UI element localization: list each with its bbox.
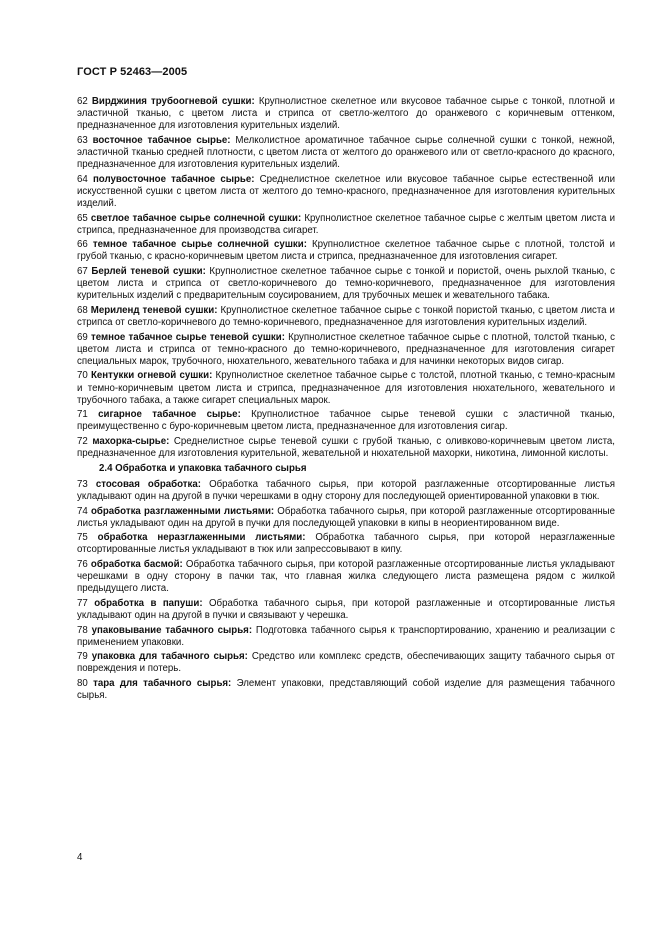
term-title: сигарное табачное сырье:: [98, 409, 241, 421]
term-title: обработка неразглаженными листьями:: [97, 532, 306, 544]
term-definition: Мелколистное ароматичное табачное сырье солнечной сушки с тонкой, нежной, эластичной тканью средней плотности, с цветом листа от желтого до оранжевого или от светло-красного до красного, предназначенное для изготовления курительных изделий.: [77, 134, 615, 171]
term-entry: [77, 559, 615, 595]
term-number: 80: [77, 677, 88, 689]
term-definition: Крупнолистное скелетное табачное сырье с плотной, толстой и грубой тканью, с красно-коричневым цветом листа и стрипса, предназначенное для изготовления сигарет.: [77, 239, 615, 263]
term-entry: [77, 370, 615, 406]
term-number: 68: [77, 304, 88, 316]
term-entry: [77, 436, 615, 460]
term-title: стосовая обработка:: [95, 478, 201, 490]
term-number: 71: [77, 409, 88, 421]
term-number: 65: [77, 212, 88, 224]
term-title: темное табачное сырье теневой сушки:: [90, 331, 285, 343]
term-entry: [77, 96, 615, 132]
term-title: темное табачное сырье солнечной сушки:: [92, 239, 307, 251]
term-definition: Обработка табачного сырья, при которой разглаженные отсортированные листья укладывают один на другой в пучки черешками в одну сторону для последующей ориентированной упаковки в тюк.: [77, 478, 616, 502]
section-heading: 2.4 Обработка и упаковка табачного сырья: [99, 462, 307, 474]
term-number: 70: [77, 370, 88, 382]
term-entry: [77, 135, 615, 171]
term-number: 72: [77, 435, 88, 447]
term-title: Кентукки огневой сушки:: [90, 370, 213, 382]
term-entry: [77, 409, 615, 433]
term-definition: Подготовка табачного сырья к транспортированию, хранению и реализации с применением упаковки.: [77, 624, 615, 648]
term-entry: [77, 266, 615, 302]
page-number: 4: [77, 852, 83, 863]
term-title: обработка разглаженными листьями:: [90, 505, 275, 517]
term-definition: Обработка табачного сырья, при которой разглаженные отсортированные листья укладывают один на другой в пучки для последующей упаковки в кипы в неориентированном виде.: [77, 505, 615, 529]
term-definition: Обработка табачного сырья, при которой разглаженные отсортированные листья укладывают черешками в одну сторону в пачки так, что главная жилка следующего листа размещена рядом с жилкой предыдущего листа.: [77, 558, 615, 595]
term-definition: Среднелистное сырье теневой сушки с грубой тканью, с оливково-коричневым цветом листа, предназначенное для изготовления курительной, жевательной и нюхательной махорки, никотина, лимонной кислоты.: [77, 435, 615, 460]
term-definition: Крупнолистное скелетное табачное сырье с тонкой пористой тканью, с цветом листа и стрипса от светло-коричневого до темно-коричневого, предназначенное для изготовления курительных изделий.: [77, 304, 615, 328]
term-entry: [77, 678, 615, 702]
term-list-terms: [77, 96, 615, 460]
term-title: упаковка для табачного сырья:: [91, 651, 248, 663]
term-list-processing: [77, 479, 615, 702]
term-number: 62: [77, 96, 88, 107]
term-entry: [77, 332, 615, 368]
term-title: полувосточное табачное сырье:: [92, 173, 255, 185]
term-entry: [77, 479, 615, 503]
term-definition: Обработка табачного сырья, при которой разглаженные и отсортированные листья укладывают один на другой в пучки и связывают у черешка.: [77, 597, 616, 621]
term-number: 76: [77, 558, 88, 570]
term-number: 78: [77, 624, 88, 636]
term-number: 67: [77, 265, 88, 277]
term-definition: Крупнолистное табачное сырье теневой сушки с эластичной тканью, преимущественно с буро-коричневым цветом листа, предназначенное для изготовления сигар.: [77, 409, 615, 433]
term-title: Мериленд теневой сушки:: [90, 304, 218, 316]
term-number: 63: [77, 134, 88, 146]
term-entry: [77, 651, 615, 675]
term-number: 77: [77, 597, 88, 609]
term-definition: Крупнолистное скелетное или вкусовое табачное сырье с тонкой, плотной и эластичной тканью, с цветом листа и стрипса от светло-желтого до оранжевого с коричневым оттенком, предназначенное для изготовления курительных изделий.: [77, 96, 615, 132]
term-definition: Элемент упаковки, представляющий собой изделие для размещения табачного сырья.: [77, 677, 615, 702]
term-entry: [77, 213, 615, 237]
term-number: 69: [77, 331, 88, 343]
term-title: махорка-сырье:: [92, 435, 170, 447]
term-entry: [77, 239, 615, 263]
term-title: упаковывание табачного сырья:: [91, 624, 253, 636]
term-entry: [77, 598, 615, 622]
term-definition: Крупнолистное скелетное табачное сырье с плотной, толстой тканью, с цветом листа и стрипса от темно-красного до темно-коричневого, предназначенное для изготовления сигарет специальных марок, трубочного, нюхательного, жевательного табака и для начинки некоторых видов сигар.: [77, 331, 615, 367]
term-entry: [77, 305, 615, 329]
term-title: тара для табачного сырья:: [93, 677, 232, 689]
term-entry: [77, 625, 615, 649]
document-header: ГОСТ Р 52463—2005: [77, 66, 188, 78]
term-title: восточное табачное сырье:: [92, 134, 231, 146]
term-number: 73: [77, 478, 88, 490]
term-definition: Среднелистное скелетное или вкусовое табачное сырье естественной или искусственной сушки с цветом листа от желтого до темно-красного, предназначенное для изготовления курительных изделий.: [77, 173, 615, 210]
term-definition: Средство или комплекс средств, обеспечивающих защиту табачного сырья от повреждения и потерь.: [77, 651, 615, 675]
term-entry: [77, 174, 615, 210]
term-title: обработка в папуши:: [94, 597, 203, 609]
term-title: Вирджиния трубоогневой сушки:: [91, 96, 255, 107]
document-body: [77, 96, 615, 705]
term-number: 74: [77, 505, 88, 517]
term-entry: [77, 532, 615, 556]
term-definition: Крупнолистное скелетное табачное сырье с желтым цветом листа и стрипса, предназначенное для производства сигарет.: [77, 212, 615, 236]
term-definition: Крупнолистное скелетное табачное сырье с толстой, плотной тканью, с темно-красным и темно-коричневым цветом листа и стрипса, предназначенное для изготовления нюхательного, жевательного и трубочного табака, а также сигарет специальных марок.: [77, 370, 615, 406]
term-number: 64: [77, 173, 88, 185]
term-entry: [77, 506, 615, 530]
term-title: светлое табачное сырье солнечной сушки:: [90, 212, 302, 224]
term-number: 79: [77, 651, 88, 663]
term-definition: Обработка табачного сырья, при которой неразглаженные отсортированные листья укладывают в тюк или запрессовывают в кипу.: [77, 532, 615, 556]
term-number: 75: [77, 532, 88, 544]
term-number: 66: [77, 239, 88, 251]
term-title: Берлей теневой сушки:: [91, 265, 206, 277]
term-definition: Крупнолистное скелетное табачное сырье с тонкой и пористой, очень рыхлой тканью, с цветом листа и стрипса от светло-коричневого до темно-коричневого, предназначенное для изготовления курительных изделий с предварительным соусированием, для трубочных мешек и жевательного табака.: [77, 265, 616, 302]
term-title: обработка басмой:: [90, 558, 183, 570]
